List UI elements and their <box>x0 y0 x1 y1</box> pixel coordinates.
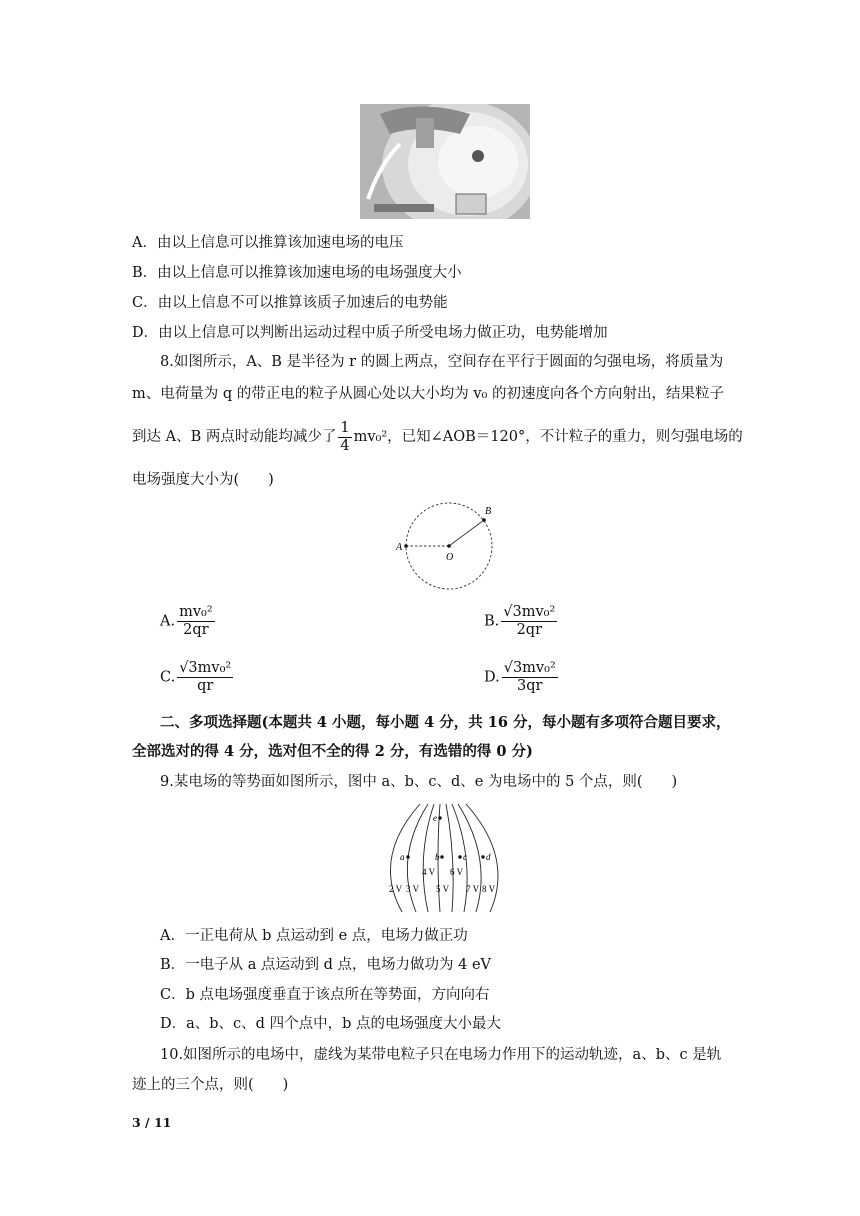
label-b: B <box>485 506 492 517</box>
voltage-label: 6 V <box>450 867 464 877</box>
option-numerator: mv₀² <box>179 604 213 620</box>
option-letter: C. <box>160 669 176 686</box>
q9-stem: 9.某电场的等势面如图所示，图中 a、b、c、d、e 为电场中的 5 个点，则( ) <box>160 774 678 790</box>
q9-option-d: D．a、b、c、d 四个点中，b 点的电场强度大小最大 <box>160 1016 501 1032</box>
voltage-label: 5 V <box>436 884 450 894</box>
option-numerator: √3mv₀² <box>179 660 232 676</box>
q7-option-c: C．由以上信息不可以推算该质子加速后的电势能 <box>132 295 448 311</box>
q9-option-a: A．一正电荷从 b 点运动到 e 点，电场力做正功 <box>160 928 468 944</box>
option-denominator: 2qr <box>183 622 209 638</box>
q8-line4: 电场强度大小为( ) <box>132 472 274 488</box>
q10-line1: 10.如图所示的电场中，虚线为某带电粒子只在电场力作用下的运动轨迹，a、b、c 是轨 <box>160 1047 722 1063</box>
q8-option-d <box>484 660 560 695</box>
q8-line2: m、电荷量为 q 的带正电的粒子从圆心处以大小均为 v₀ 的初速度向各个方向射出，结果粒子 <box>132 386 724 402</box>
voltage-label: 2 V <box>389 884 403 894</box>
option-numerator: √3mv₀² <box>503 604 556 620</box>
q8-option-b <box>484 604 559 639</box>
option-denominator: 2qr <box>516 622 543 638</box>
point-c-label: c <box>463 852 467 862</box>
option-letter: B. <box>484 613 500 630</box>
point-b-label: b <box>435 852 440 862</box>
option-letter: A. <box>160 613 176 630</box>
label-o: O <box>446 552 454 563</box>
q8-circle-diagram <box>390 500 505 595</box>
q10-line2: 迹上的三个点，则( ) <box>132 1077 289 1093</box>
voltage-label: 8 V <box>482 884 496 894</box>
voltage-label: 4 V <box>422 867 436 877</box>
q7-option-b: B．由以上信息可以推算该加速电场的电场强度大小 <box>132 265 462 281</box>
page-number: 3 / 11 <box>132 1115 172 1130</box>
fraction-denominator: 4 <box>340 437 350 454</box>
q7-option-d: D．由以上信息可以判断出运动过程中质子所受电场力做正功，电势能增加 <box>132 325 608 341</box>
voltage-label: 3 V <box>406 884 420 894</box>
fraction-numerator: 1 <box>340 419 350 436</box>
q8-fraction <box>338 420 351 455</box>
q8-line1: 8.如图所示，A、B 是半径为 r 的圆上两点，空间存在平行于圆面的匀强电场，将质量为 <box>160 354 724 370</box>
option-denominator: qr <box>197 678 214 694</box>
q7-option-a: A．由以上信息可以推算该加速电场的电压 <box>132 235 404 251</box>
section2-heading-line2: 全部选对的得 4 分，选对但不全的得 2 分，有选错的得 0 分) <box>132 743 533 760</box>
q9-option-b: B．一电子从 a 点运动到 d 点，电场力做功为 4 eV <box>160 957 492 973</box>
point-e-label: e <box>433 813 437 823</box>
voltage-label: 7 V <box>466 884 480 894</box>
option-letter: D. <box>484 669 500 686</box>
q8-line3a: 到达 A、B 两点时动能均减少了 <box>132 429 337 445</box>
q9-option-c: C．b 点电场强度垂直于该点所在等势面，方向向右 <box>160 987 490 1003</box>
option-numerator: √3mv₀² <box>503 660 556 676</box>
q8-line3 <box>132 417 743 457</box>
section2-heading-line1: 二、多项选择题(本题共 4 小题，每小题 4 分，共 16 分，每小题有多项符合题目要求， <box>160 714 731 731</box>
label-a: A <box>396 542 403 553</box>
q8-option-c <box>160 660 235 695</box>
point-d-label: d <box>486 852 491 862</box>
q8-option-a <box>160 604 217 639</box>
q9-equipotential-diagram <box>380 800 510 918</box>
accelerator-photo <box>360 104 530 219</box>
q8-line3b: mv₀²，已知∠AOB＝120°，不计粒子的重力，则匀强电场的 <box>353 429 743 445</box>
point-a-label: a <box>400 852 405 862</box>
option-denominator: 3qr <box>517 678 543 694</box>
